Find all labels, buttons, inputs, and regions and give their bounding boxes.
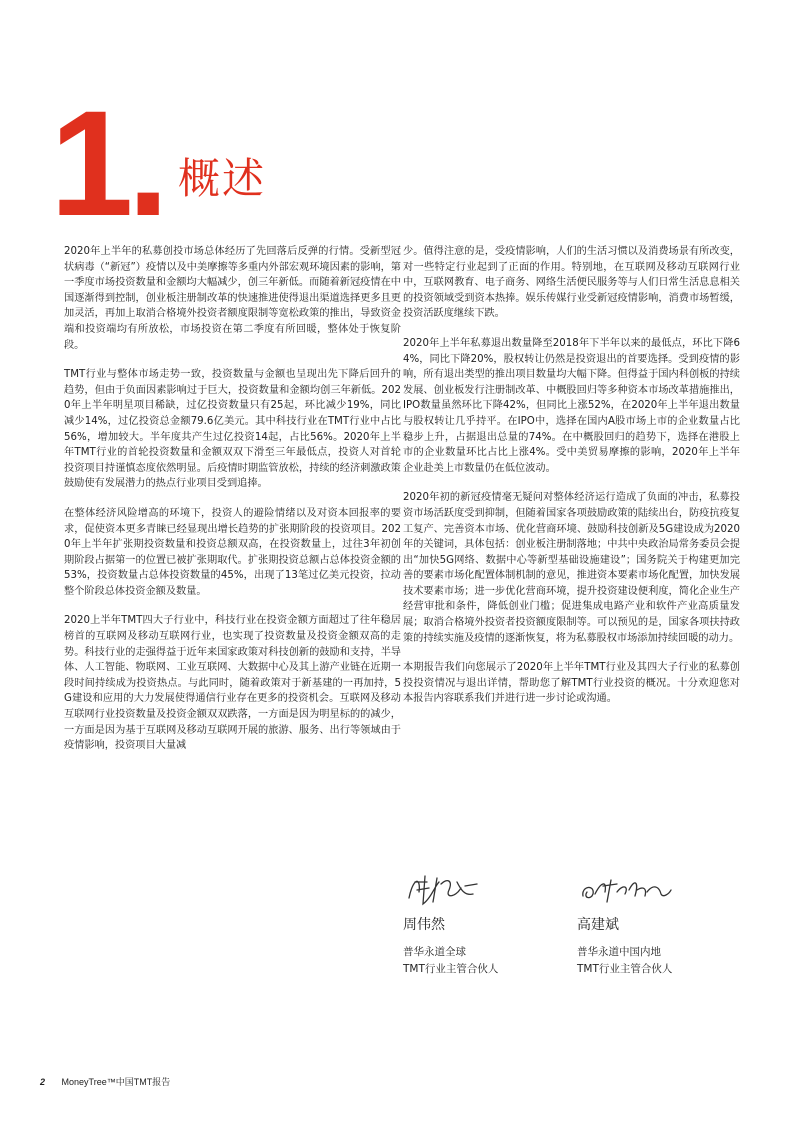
paragraph: TMT行业与整体市场走势一致，投资数量与金额也呈现出先下降后回升的趋势，但由于负面因素影响过于巨大，投资数量和金额均创三年新低。2020年上半年明星项目稀缺，过亿投资数量只有25起，环比减少19%，同比减少14%，过亿投资总金额79.6亿美元。其中科技行业在TMT行业中占比56%，增加较大。半年度共产生过亿投资14起，占比56%。2020年上半年TMT行业的首轮投资数量和金额双双下滑至三年最低点，投资人对首轮投资项目持谨慎态度依然明显。后疫情时期监管放松，持续的经济刺激政策鼓励使有发展潜力的热点行业项目受到追捧。 [64, 369, 401, 490]
paragraph: 2020年初的新冠疫情毫无疑问对整体经济运行造成了负面的冲击，私募投资市场活跃度受到抑制，但随着国家各项鼓励政策的陆续出台，防疫抗疫复工复产、完善资本市场、优化营商环境、鼓励科技创新及5G建设成为2020年的关键词，具体包括：创业板注册制落地；中共中央政治局常务委员会提出“加快5G网络、数据中心等新型基础设施建设”；国务院关于构建更加完善的要素市场化配置体制机制的意见，推进资本要素市场化配置，加快发展技术要素市场；进一步优化营商环境，提升投资建设便利度，简化企业生产经营审批和条件，降低创业门槛；促进集成电路产业和软件产业高质量发展；取消合格境外投资者投资额度限制等。可以预见的是，国家各项扶持政策的持续实施及疫情的逐渐恢复，将为私募股权市场添加持续回暖的动力。 [403, 492, 740, 644]
signatory-name: 周伟然 [403, 917, 445, 933]
signatory-role-line: TMT行业主管合伙人 [577, 963, 673, 975]
handwritten-signature-zhou [403, 868, 493, 912]
publication-title: MoneyTree™中国TMT报告 [61, 1077, 171, 1087]
paragraph: 2020上半年TMT四大子行业中，科技行业在投资金额方面超过了往年稳居榜首的互联网及移动互联网行业，也实现了投资数量及投资金额双高的走势。科技行业的走强得益于近年来国家政策对科技创新的鼓励和支持，半导体、人工智能、物联网、工业互联网、大数据中心及其上游产业链在近期一段时间持续成为投资热点。与此同时，随着政策对于新基建的一再加持，5G建设和应用的大力发展使得通信行业存在更多的投资机会。互联网及移动互联网行业投资数量及投资金额双双跌落，一方面是因为明星标的的减少，一方面是因为基于互联网及移动互联网开展的旅游、服务、出行等领域由于疫情影响，投资项目大量减 [64, 615, 401, 752]
signatory-role [403, 944, 583, 978]
paragraph: 本期报告我们向您展示了2020年上半年TMT行业及其四大子行业的私募创投投资情况与退出详情，帮助您了解TMT行业投资的概况。十分欢迎您对本报告内容联系我们并进行进一步讨论或沟通。 [403, 662, 740, 705]
signatory-role-line: 普华永道中国内地 [577, 946, 661, 958]
signatory-gao [577, 868, 757, 978]
right-column [403, 244, 740, 721]
signatory-role [577, 944, 757, 978]
signatory-role-line: 普华永道全球 [403, 946, 466, 958]
handwritten-signature-gao [577, 868, 677, 912]
paragraph: 2020年上半年的私募创投市场总体经历了先回落后反弹的行情。受新型冠状病毒（“新冠”）疫情以及中美摩擦等多重内外部宏观环境因素的影响，第一季度市场投资数量和金额均大幅减少，创三年新低。而随着新冠疫情在中国逐渐得到控制，创业板注册制改革的快速推进使得退出渠道选择更多且更加灵活，再加上取消合格境外投资者额度限制等宽松政策的推出，导致资金端和投资端均有所放松，市场投资在第二季度有所回暖，整体处于恢复阶段。 [64, 246, 401, 351]
paragraph: 少。值得注意的是，受疫情影响，人们的生活习惯以及消费场景有所改变，对一些特定行业起到了正面的作用。特别地，在互联网及移动互联网行业中，互联网教育、电子商务、网络生活便民服务等与人们日常生活息息相关的投资领域受到资本热捧。娱乐传媒行业受新冠疫情影响，消费市场暂缓，投资活跃度继续下跌。 [403, 246, 740, 320]
page-footer [40, 1075, 170, 1088]
paragraph: 在整体经济风险增高的环境下，投资人的避险情绪以及对资本回报率的要求，促使资本更多青睐已经显现出增长趋势的扩张期阶段的投资项目。2020年上半年扩张期投资数量和投资总额双高，在投资数量上，过往3年初创期阶段占据第一的位置已被扩张期取代。扩张期投资总额占总体投资金额的53%，投资数量占总体投资数量的45%，出现了13笔过亿美元投资，拉动整个阶段总体投资金额及数量。 [64, 507, 401, 597]
paragraph: 2020年上半年私募退出数量降至2018年下半年以来的最低点，环比下降64%，同比下降20%，股权转让仍然是投资退出的首要选择。受到疫情的影响，所有退出类型的推出项目数量均大幅下降。但得益于国内科创板的持续发展、创业板发行注册制改革、中概股回归等多种资本市场改革措施推出，IPO数量虽然环比下降42%，但同比上涨52%，在2020年上半年退出数量与股权转让几乎持平。在IPO中，选择在国内A股市场上市的企业数量占比稳步上升，占据退出总量的74%。在中概股回归的趋势下，选择在港股上市的企业数量环比占比上涨4%。受中美贸易摩擦的影响，2020年上半年企业赴美上市数量仍在低位波动。 [403, 337, 740, 474]
left-column [64, 244, 401, 768]
signatory-zhou [403, 868, 583, 978]
signatory-name: 高建斌 [577, 917, 619, 933]
page-title: 概述 [178, 154, 267, 203]
section-number: 1. [50, 79, 164, 247]
signatory-role-line: TMT行业主管合伙人 [403, 963, 499, 975]
page-number: 2 [40, 1077, 46, 1087]
